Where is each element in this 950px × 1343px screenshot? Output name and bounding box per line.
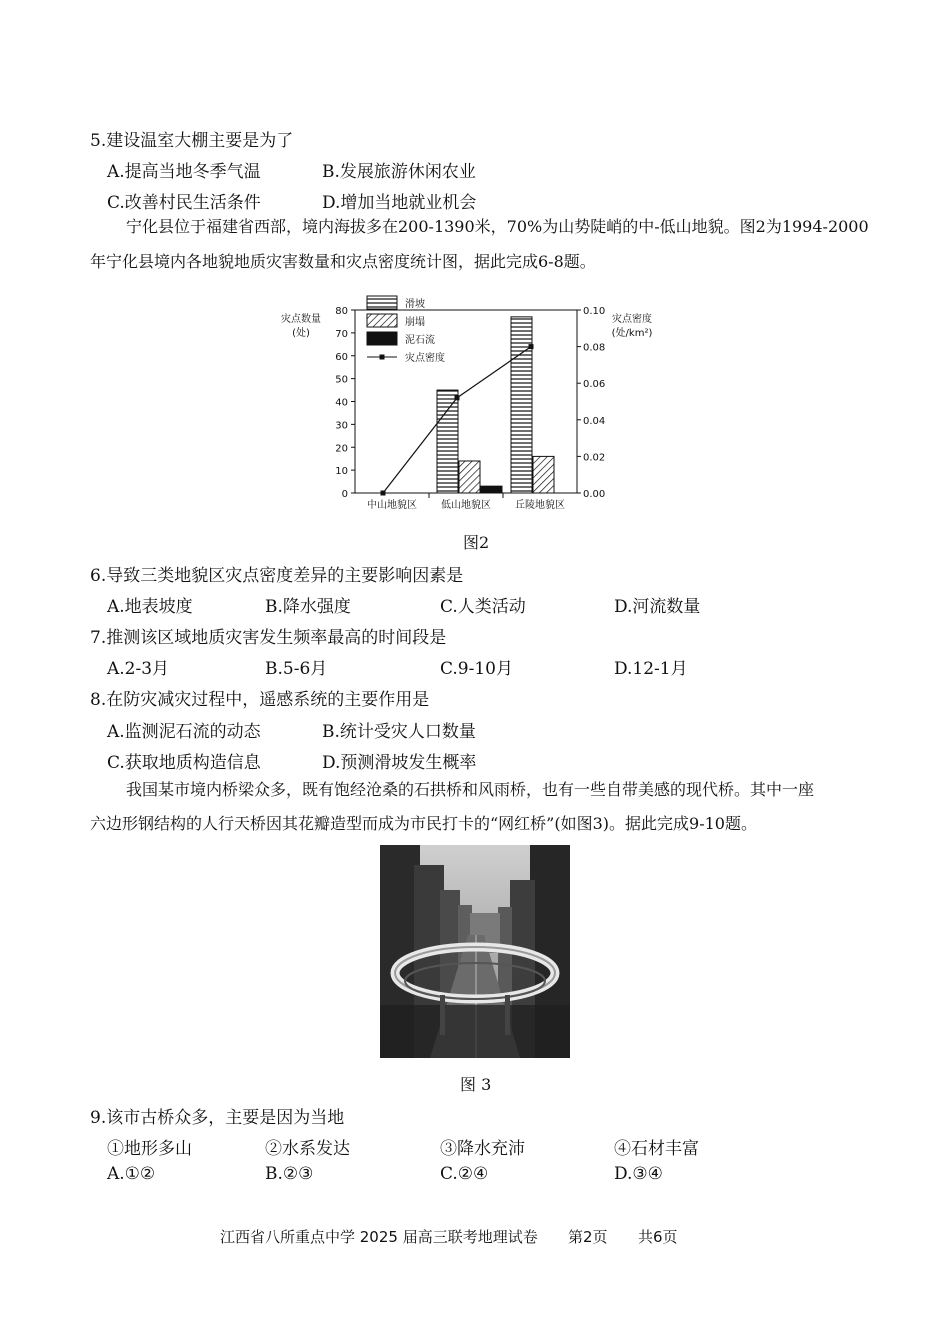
y-left-tick-label: 40	[335, 397, 348, 409]
legend-marker	[380, 355, 385, 360]
legend-label: 崩塌	[405, 317, 425, 328]
q8-option-d: D.预测滑坡发生概率	[322, 753, 477, 773]
y-axis-left-label: 灾点数量	[281, 314, 321, 325]
q5-option-b: B.发展旅游休闲农业	[322, 162, 476, 182]
q5-option-c: C.改善村民生活条件	[107, 193, 261, 213]
q5-stem: 5.建设温室大棚主要是为了	[90, 131, 294, 151]
q6-option-d: D.河流数量	[614, 597, 701, 617]
bar	[459, 461, 480, 493]
q7-option-d: D.12-1月	[614, 659, 688, 679]
legend-label: 泥石流	[405, 335, 435, 346]
q9-option-a: A.①②	[107, 1164, 156, 1184]
passage1-line1: 宁化县位于福建省西部，境内海拔多在200-1390米，70%为山势陡峭的中-低山地貌。图2为1994-2000	[126, 217, 869, 236]
q9-option-d: D.③④	[614, 1164, 663, 1184]
y-right-tick-label: 0.08	[583, 342, 606, 354]
bar	[437, 390, 458, 493]
q8-option-a: A.监测泥石流的动态	[107, 722, 261, 742]
q5-option-a: A.提高当地冬季气温	[107, 162, 261, 182]
y-right-tick-label: 0.02	[583, 452, 606, 464]
q6-option-c: C.人类活动	[440, 597, 526, 617]
legend-label: 灾点密度	[405, 353, 445, 364]
density-point	[455, 395, 460, 400]
y-axis-right-unit: (处/km²)	[611, 328, 653, 339]
bar	[533, 456, 554, 493]
q9-item-1: ①地形多山	[107, 1139, 192, 1159]
x-tick-label: 中山地貌区	[367, 500, 417, 511]
density-point	[529, 344, 534, 349]
footer-total: 共6页	[638, 1228, 678, 1246]
y-left-tick-label: 20	[335, 443, 348, 455]
q6-stem: 6.导致三类地貌区灾点密度差异的主要影响因素是	[90, 566, 464, 586]
q7-stem: 7.推测该区域地质灾害发生频率最高的时间段是	[90, 628, 447, 648]
q9-item-3: ③降水充沛	[440, 1139, 525, 1159]
y-left-tick-label: 60	[335, 351, 348, 363]
q7-option-a: A.2-3月	[107, 659, 170, 679]
q7-option-b: B.5-6月	[265, 659, 328, 679]
bar	[481, 486, 502, 493]
legend-label: 滑坡	[405, 299, 425, 310]
y-axis-left-unit: (处)	[292, 328, 310, 339]
q9-item-2: ②水系发达	[265, 1139, 350, 1159]
passage2-line2: 六边形钢结构的人行天桥因其花瓣造型而成为市民打卡的“网红桥”(如图3)。据此完成9-10题。	[90, 814, 757, 833]
y-right-tick-label: 0.10	[583, 306, 606, 317]
q9-item-4: ④石材丰富	[614, 1139, 699, 1159]
legend-swatch	[367, 332, 397, 345]
q7-option-c: C.9-10月	[440, 659, 513, 679]
q8-stem: 8.在防灾减灾过程中，遥感系统的主要作用是	[90, 690, 430, 710]
figure2-caption: 图2	[463, 533, 490, 552]
y-right-tick-label: 0.04	[583, 415, 606, 427]
y-left-tick-label: 70	[335, 328, 348, 340]
bar	[511, 317, 532, 493]
q6-option-b: B.降水强度	[265, 597, 351, 617]
q8-option-b: B.统计受灾人口数量	[322, 722, 476, 742]
footer-page: 第2页	[568, 1228, 608, 1246]
y-right-tick-label: 0.00	[583, 489, 606, 500]
y-left-tick-label: 30	[335, 420, 348, 432]
passage1-line2: 年宁化县境内各地貌地质灾害数量和灾点密度统计图，据此完成6-8题。	[90, 252, 596, 271]
footer-title: 江西省八所重点中学 2025 届高三联考地理试卷	[220, 1228, 538, 1246]
passage2-line1: 我国某市境内桥梁众多，既有饱经沧桑的石拱桥和风雨桥，也有一些自带美感的现代桥。其中一座	[126, 780, 815, 799]
q9-option-c: C.②④	[440, 1164, 489, 1184]
q8-option-c: C.获取地质构造信息	[107, 753, 261, 773]
x-tick-label: 丘陵地貌区	[515, 500, 565, 511]
y-axis-right-label: 灾点密度	[612, 314, 652, 325]
y-left-tick-label: 0	[341, 489, 348, 500]
density-point	[381, 491, 386, 496]
y-left-tick-label: 80	[335, 306, 348, 317]
q5-option-d: D.增加当地就业机会	[322, 193, 477, 213]
q9-option-b: B.②③	[265, 1164, 314, 1184]
y-left-tick-label: 10	[335, 466, 348, 478]
figure3-bridge-photo	[380, 845, 570, 1058]
x-tick-label: 低山地貌区	[441, 500, 491, 511]
q6-option-a: A.地表坡度	[107, 597, 193, 617]
figure2-chart	[275, 290, 670, 525]
legend-swatch	[367, 296, 397, 309]
y-right-tick-label: 0.06	[583, 379, 606, 391]
legend-swatch	[367, 314, 397, 327]
y-left-tick-label: 50	[335, 374, 348, 386]
q9-stem: 9.该市古桥众多，主要是因为当地	[90, 1108, 345, 1128]
figure3-caption: 图 3	[460, 1075, 492, 1094]
